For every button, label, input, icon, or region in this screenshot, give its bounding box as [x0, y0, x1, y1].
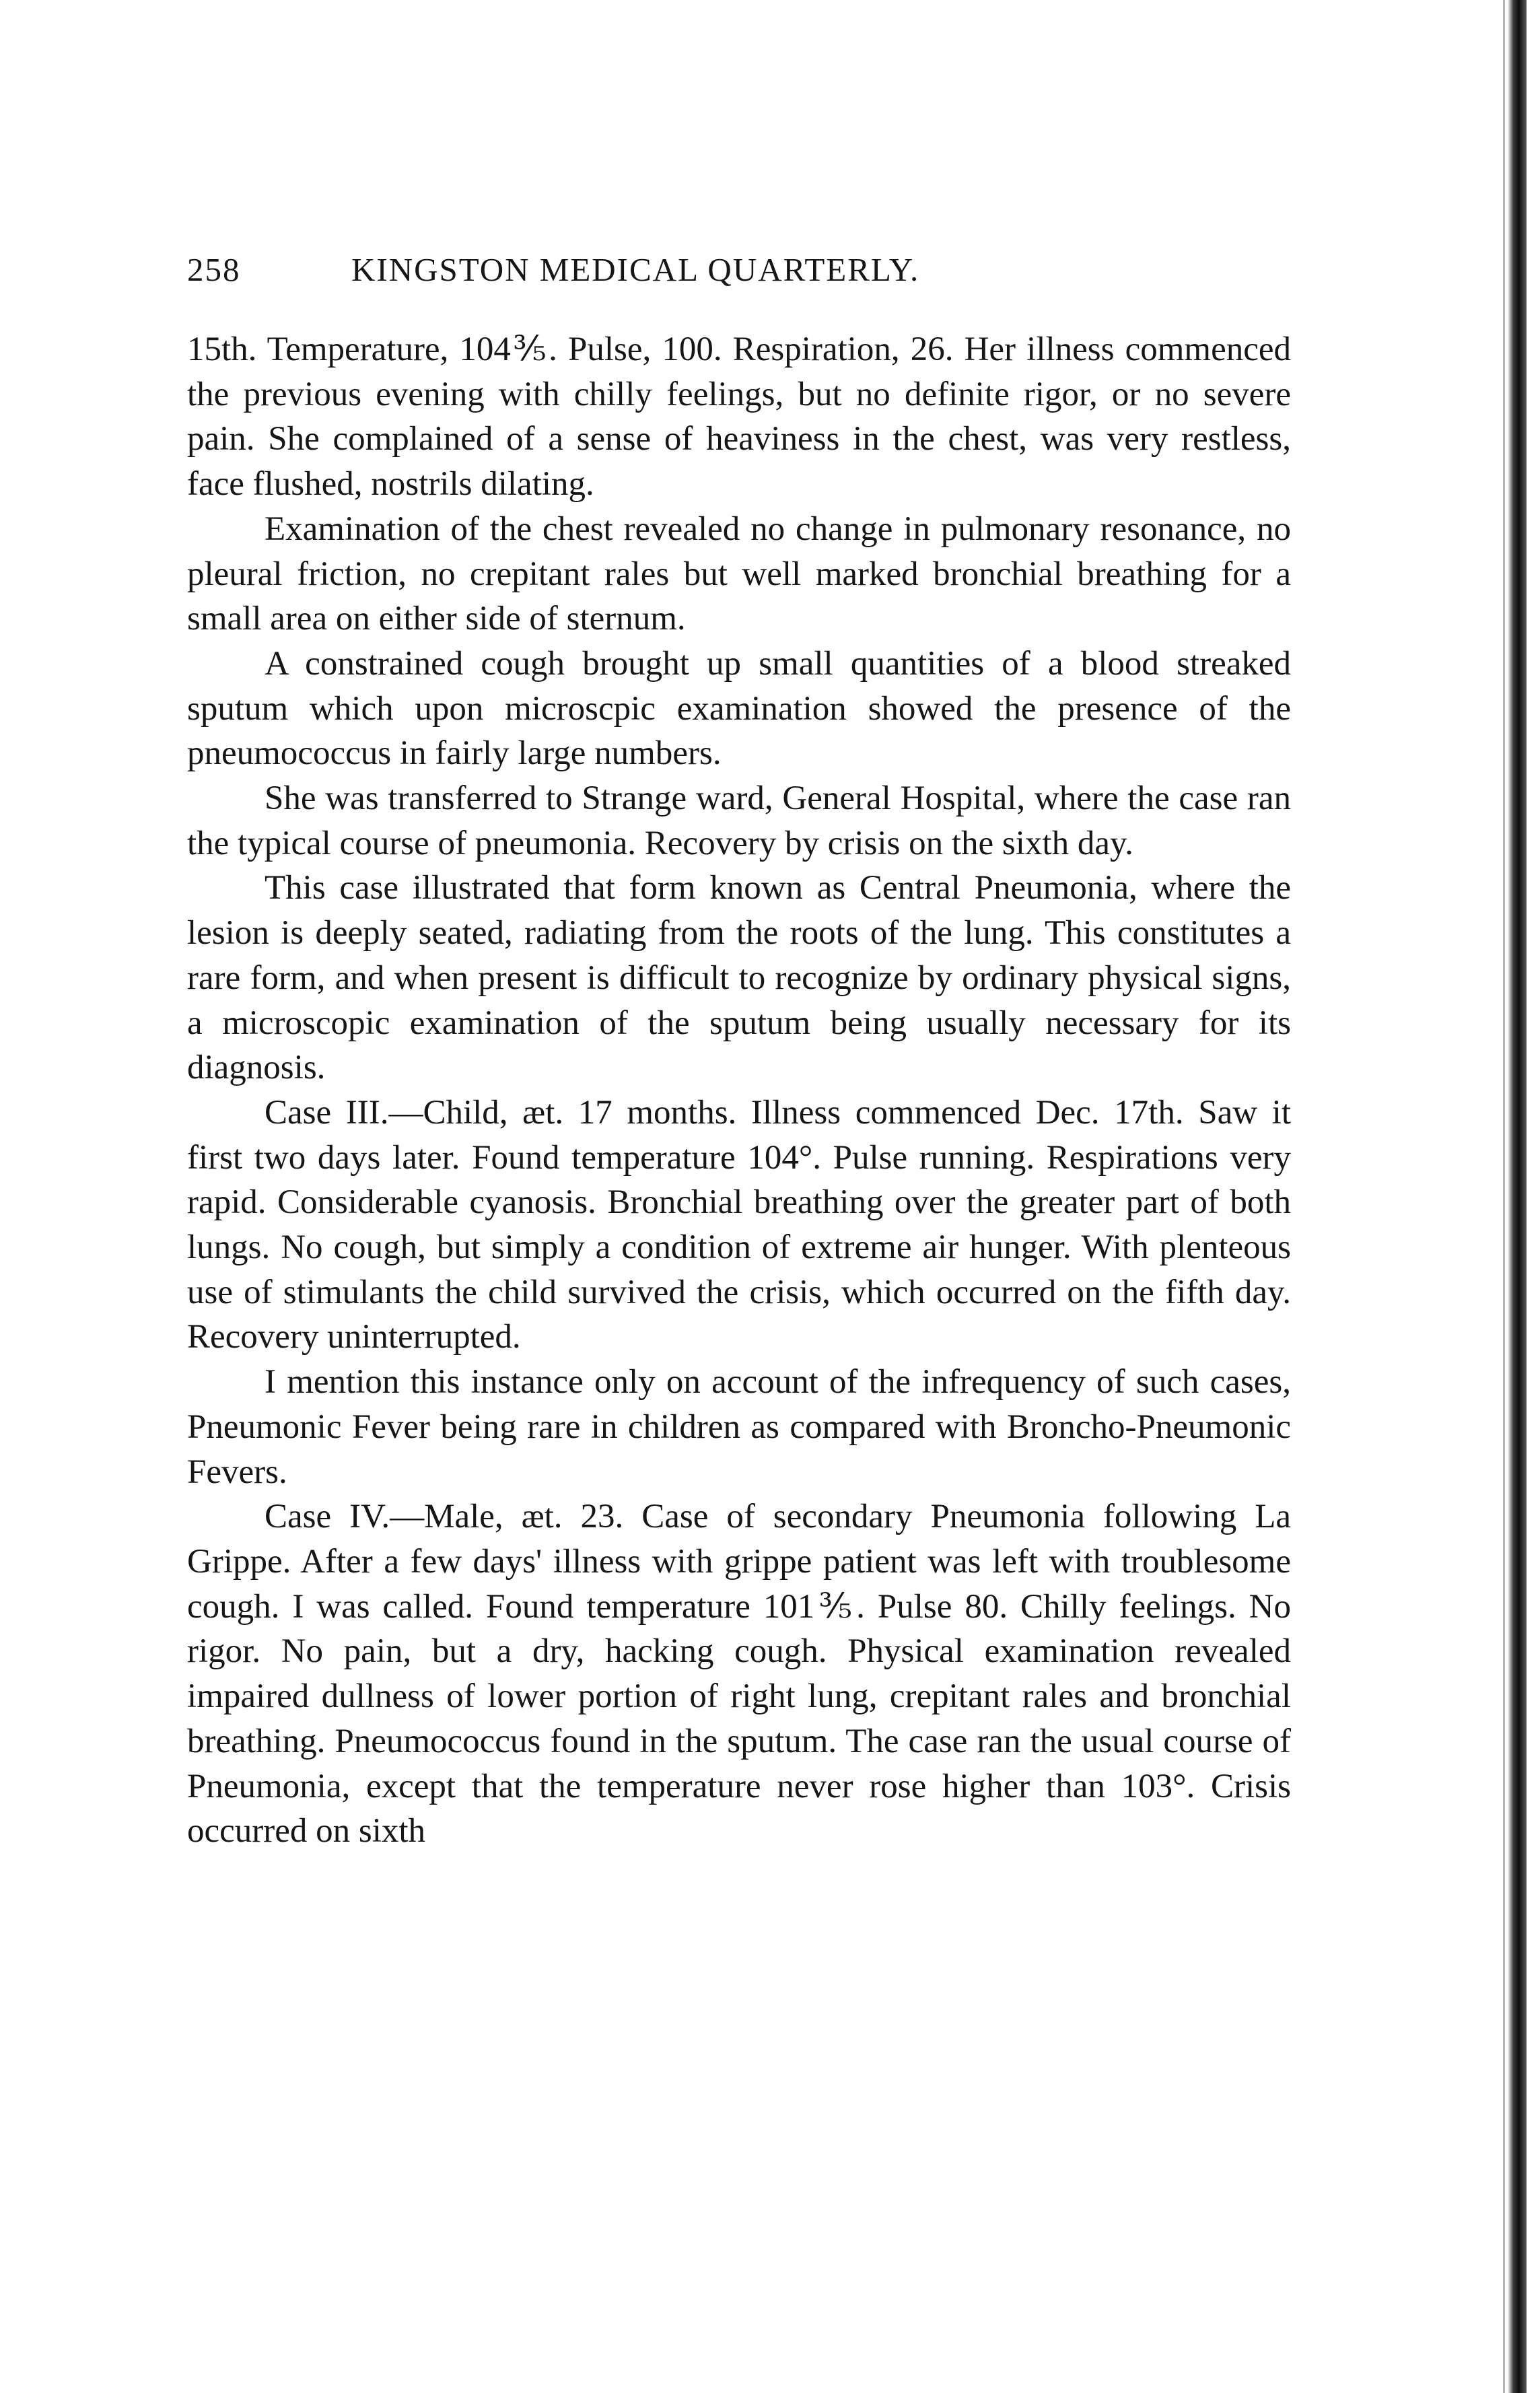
paragraph-central-pneumonia: This case illustrated that form known as Central Pneumonia, where the lesion is deeply seated, radiating from the roots of the lung. This constitutes a rare form, and when present is difficult to recognize by ordinary physical signs, a microscopic examination of the sputum being usually necessary for its diagnosis. [187, 869, 1291, 1087]
running-head [187, 250, 1278, 304]
paragraph-transfer: She was transferred to Strange ward, General Hospital, where the case ran the typical course of pneumonia. Recovery by crisis on the sixth day. [187, 779, 1291, 862]
journal-title: KINGSTON MEDICAL QUARTERLY. [351, 251, 920, 288]
paragraph-case-continuation: 15th. Temperature, 104⅗. Pulse, 100. Respiration, 26. Her illness commenced the previous evening with chilly feelings, but no definite rigor, or no severe pain. She complained of a sense of heaviness in the chest, was very restless, face flushed, nostrils dilating. [187, 331, 1291, 504]
page-edge-line [1503, 0, 1505, 2393]
page-number: 258 [187, 251, 241, 288]
paragraph-sputum: A constrained cough brought up small quantities of a blood streaked sputum which upon microscpic examination showed the presence of the pneumococcus in fairly large numbers. [187, 644, 1291, 773]
paragraph-case-three: Case III.—Child, æt. 17 months. Illness commenced Dec. 17th. Saw it first two days later. Found temperature 104°. Pulse running. Respirations very rapid. Considerable cyanosis. Bronchial breathing over the greater part of both lungs. No cough, but simply a condition of extreme air hunger. With plenteous use of stimulants the child survived the crisis, which occurred on the fifth day. Recovery uninterrupted. [187, 1093, 1291, 1356]
paragraph-case-four: Case IV.—Male, æt. 23. Case of secondary Pneumonia following La Grippe. After a few days' illness with grippe patient was left with troublesome cough. I was called. Found temperature 101⅗. Pulse 80. Chilly feelings. No rigor. No pain, but a dry, hacking cough. Physical examination revealed impaired dullness of lower portion of right lung, crepitant rales and bronchial breathing. Pneumococcus found in the sputum. The case ran the usual course of Pneumonia, except that the temperature never rose higher than 103°. Crisis occurred on sixth [187, 1498, 1291, 1850]
article-body [187, 327, 1291, 1854]
book-spine-edge [1508, 0, 1527, 2393]
paragraph-chest-examination: Examination of the chest revealed no change in pulmonary resonance, no pleural friction, no crepitant rales but well marked bronchial breathing for a small area on either side of sternum. [187, 510, 1291, 638]
paragraph-infrequency: I mention this instance only on account of the infrequency of such cases, Pneumonic Fever being rare in children as compared with Broncho-Pneumonic Fevers. [187, 1363, 1291, 1491]
